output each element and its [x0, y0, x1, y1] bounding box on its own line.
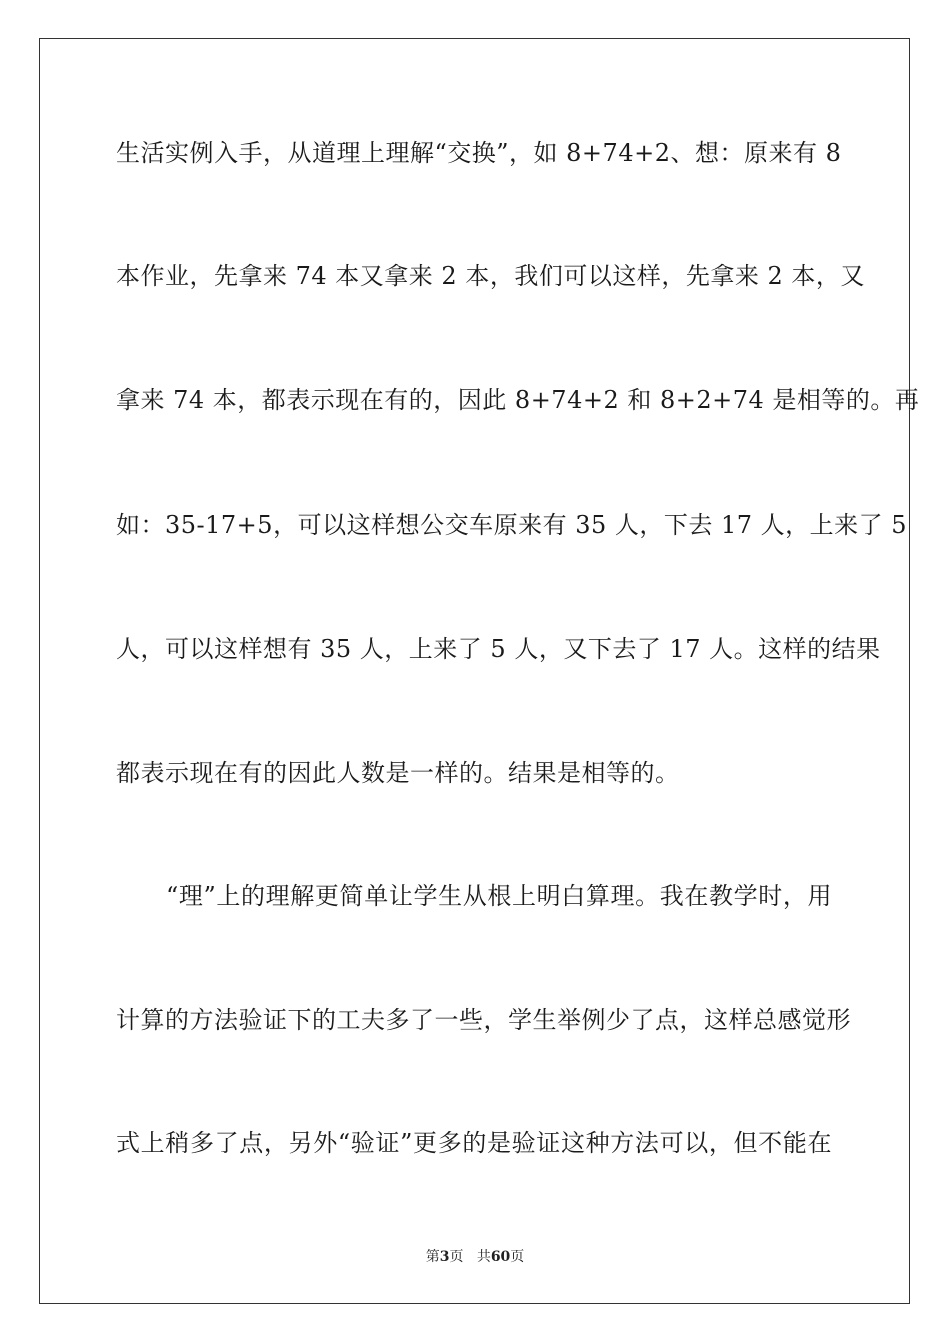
text-line-2: 本作业，先拿来 74 本又拿来 2 本，我们可以这样，先拿来 2 本，又	[116, 262, 865, 290]
footer-page-number: 3	[439, 1249, 450, 1265]
text-line-7: “理”上的理解更简单让学生从根上明白算理。我在教学时，用	[166, 882, 832, 910]
text-line-3: 拿来 74 本，都表示现在有的，因此 8+74+2 和 8+2+74 是相等的。再	[116, 386, 920, 414]
text-line-4: 如：35-17+5，可以这样想公交车原来有 35 人，下去 17 人，上来了 5	[116, 511, 908, 539]
text-line-5: 人，可以这样想有 35 人，上来了 5 人，又下去了 17 人。这样的结果	[116, 635, 881, 663]
footer-page-suffix: 页	[449, 1249, 464, 1265]
footer-total-pages: 60	[490, 1249, 511, 1265]
footer-total-suffix: 页	[510, 1249, 525, 1265]
text-line-9: 式上稍多了点，另外“验证”更多的是验证这种方法可以，但不能在	[116, 1129, 832, 1157]
page-footer	[0, 1248, 950, 1266]
footer-total-prefix: 共	[476, 1249, 491, 1265]
text-line-1: 生活实例入手，从道理上理解“交换”，如 8+74+2、想：原来有 8	[116, 139, 842, 167]
text-line-6: 都表示现在有的因此人数是一样的。结果是相等的。	[116, 759, 680, 787]
page-border	[39, 38, 920, 1304]
text-line-8: 计算的方法验证下的工夫多了一些，学生举例少了点，这样总感觉形	[116, 1006, 851, 1034]
footer-prefix: 第	[425, 1249, 440, 1265]
